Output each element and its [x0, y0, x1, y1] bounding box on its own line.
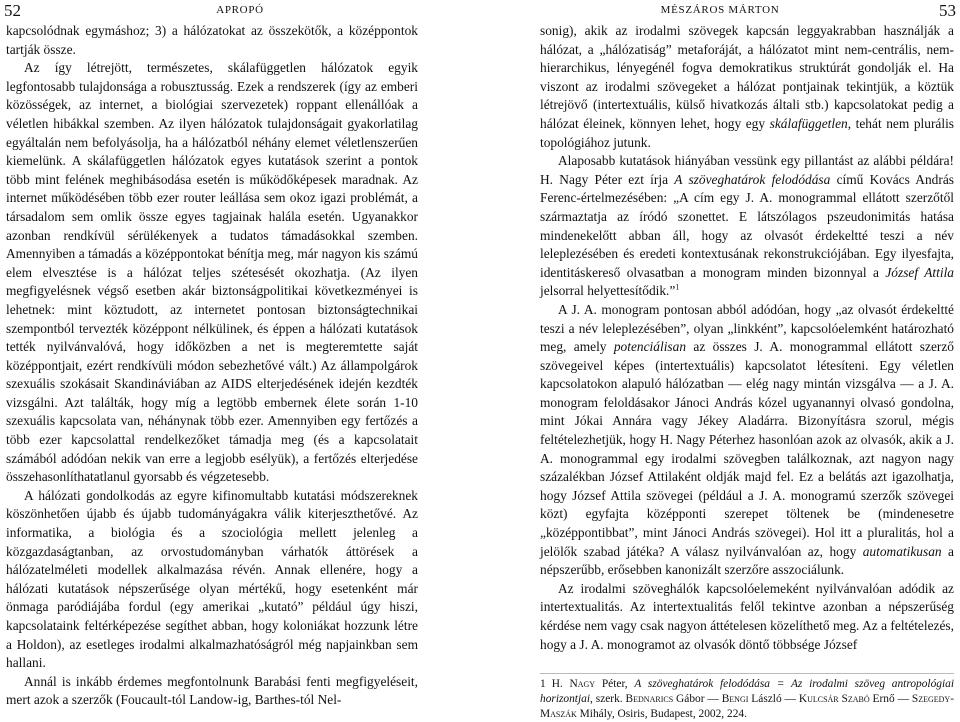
running-head: APROPÓ	[216, 4, 264, 16]
left-body-text	[6, 22, 418, 710]
paragraph: Az irodalmi szöveghálók kapcsolóelemeként nyilvánvalóan adódik az intertextualitás. Az intertextualitás felől tekintve azonban a népszerűség kérdése nem vagy csak nagyon áttételesen közelíthető meg. Az a feltételezés, hogy a J. A. monogramot az olvasók döntő többsége József	[540, 580, 954, 652]
right-body-text	[540, 22, 954, 654]
footnote-ref[interactable]: 1	[675, 282, 680, 292]
paragraph: A J. A. monogram pontosan abból adódóan, hogy „az olvasót érdekeltté teszi a név leleplezésében”, olyan „linkként”, kapcsolóelemként határozható meg, amely potenciálisan az összes J. A. monogrammal ellátott szerző szövegeivel képes (intertextuális) kapcsolatot létesíteni. Egy véletlen kapcsolatokon alapuló hálózatban — elég nagy mintán vizsgálva — a J. A. monogram feloldásakor Jánoci András kózel ugyanannyi olvasó gondolna, mint Jókai Annára vagy Jékey Aladárra. Bizonyításra szorul, mégis feltételezhetjük, hogy H. Nagy Péterhez hasonlóan azok az olvasók, akik a J. A. monogrammal egy irodalmi szövegben találkoznak, azt nagyon nagy százalékban József Attilaként oldják majd fel. Ez a belátás azt igazolhatja, hogy József Attila szövegei (például a J. A. monogramú szerzők szövegei közt) egyfajta középponti szerepet töltenek be (mindenesetre „középpontibbat”, mint Jánoci András szövegei). Hol itt a pluralitás, hol a jelölők szabad játéka? A válasz nyilvánvalóan az, hogy automatikusan a népszerűbb, erősebben kanonizált szerzőre asszociálunk.	[540, 301, 954, 578]
left-header	[0, 0, 480, 20]
footnote-number: 1	[540, 678, 546, 690]
paragraph: Az így létrejött, természetes, skálafüggetlen hálózatok egyik legfontosabb tulajdonsága a robusztusság. Ezek a rendszerek (így az emberi közösségek, az internet, a biológiai szervezetek) roppant ellenállóak a véletlen hibákkal szemben. Az ilyen hálózatok tulajdonságait gyakorlatilag egyáltalán nem befolyásolja, ha a hálózatból néhány elemet véletlenszerűen kiemelünk. A skálafüggetlen hálózatok egyes kutatások szerint a pontok több mint felének meghibásodása esetén is működőképesek maradnak. Az internet működésében több ezer router leállása sem okoz igazi problémát, a társadalom sem omlik össze egyes tagjainak halála esetén. Ugyanakkor azonban rendkívül sérülékenyek a tudatos támadásokkal szemben. Amennyiben a támadás a középpontokat bénítja meg, már nagyon kis számú elem elvesztése is a hálózat teljes szétesését okozhatja. (Az ilyen megfigyelésnek végső esetben akár biztonságpolitikai következményei is lehetnek: mint köztudott, az internetet pontosan biztonságtechnikai szempontból tervezték középpont nélkülinek, és éppen a hálózati kutatások tették nyilvánvalóvá, hogy időközben a net is megteremtette saját középpontjait, ezért rendkívüli módon sebezhetővé vált.) Az állampolgárok szexuális szokásait Skandináviában az AIDS elterjedésének idején kezdték vizsgálni. Azt találták, hogy míg a legtöbb embernek élete során 1-10 szexuális kapcsolata van, néhánynak több ezer. Amennyiben egy fertőzés a több ezer kapcsolattal rendelkezőket támadja meg (és a kapcsolatait számából adódóan nekik van erre a legjobb esélyük), a fertőzés elterjedése összehasonlíthatatlanul gyorsabb és végzetesebb.	[6, 60, 418, 485]
paragraph: Alaposabb kutatások hiányában vessünk egy pillantást az alábbi példára! H. Nagy Péter ezt írja A szöveghatárok felodódása című Kovács András Ferenc-értelmezésében: „A cím egy J. A. monogrammal ellátott szerzőtől származtatja az íródó szonettet. E látszólagos pszeudonimitás hatása mindenekelőtt abban áll, hogy az olvasót érdekeltté teszi a név leleplezésében és eredeti kontextusának rekonstrukciójában. Egy ilyesfajta, identitáskereső olvasatban a monogram minden bizonnyal a József Attila jelsorral helyettesítődik.”$^1$	[540, 153, 954, 299]
paragraph: kapcsolódnak egymáshoz; 3) a hálózatokat az összekötők, a középpontok tartják össze.	[6, 23, 418, 57]
left-page	[0, 0, 480, 717]
footnote: 1 H. Nagy Péter, A szöveghatárok felodódása = Az irodalmi szöveg antropológiai horizontjai, szerk. Bednarics Gábor — Bengi László — Kulcsár Szabó Ernő — Szegedy-Maszák Mihály, Osiris, Budapest, 2002, 224.	[540, 673, 954, 722]
paragraph: Annál is inkább érdemes megfontolnunk Barabási fenti megfigyeléseit, mert azok a szerzők (Foucault-tól Landow-ig, Barthes-tól Nel-	[6, 673, 418, 708]
page-number: 53	[939, 1, 956, 20]
page-number: 52	[4, 1, 21, 20]
running-head: MÉSZÁROS MÁRTON	[660, 4, 780, 16]
paragraph: A hálózati gondolkodás az egyre kifinomultabb kutatási módszereknek köszönhetően újabb és újabb tudományágakra válik kiterjeszthetővé. Az informatika, a biológia és a szociológia mellett jelenleg a közgazdaságtanban, az orvostudományban várhatók áttörések a hálózatelméleti modellek alkalmazása révén. Annak ellenére, hogy a hálózati kutatások népszerűsége olyan mértékű, hogy esetenként már önmaga paródiájába fordul (egy amerikai „kutató” például úgy hiszi, kapcsolataink feltérképezése segíthet abban, hogy koloniákat hozzunk létre a Holdon), az esetleges irodalmi alkalmazhatóságról még napjainkban sem hallani.	[6, 487, 418, 671]
right-header	[480, 0, 960, 20]
paragraph: sonig), akik az irodalmi szövegek kapcsán leggyakrabban használják a hálózat, a „hálózatiság” metaforáját, a hálózatot mint nem-centrális, nem-hierarchikus, lényegénél fogva demokratikus struktúrát gondolják el. Ha viszont az irodalmi szövegeket a hálózat pontjainak tekintjük, a köztük létrejövő (intertextuális, külső hivatkozás általi stb.) kapcsolatokat pedig a hálózat éleinek, könnyen lehet, hogy egy skálafüggetlen, tehát nem plurális topológiához jutunk.	[540, 23, 954, 150]
right-page	[480, 0, 960, 720]
